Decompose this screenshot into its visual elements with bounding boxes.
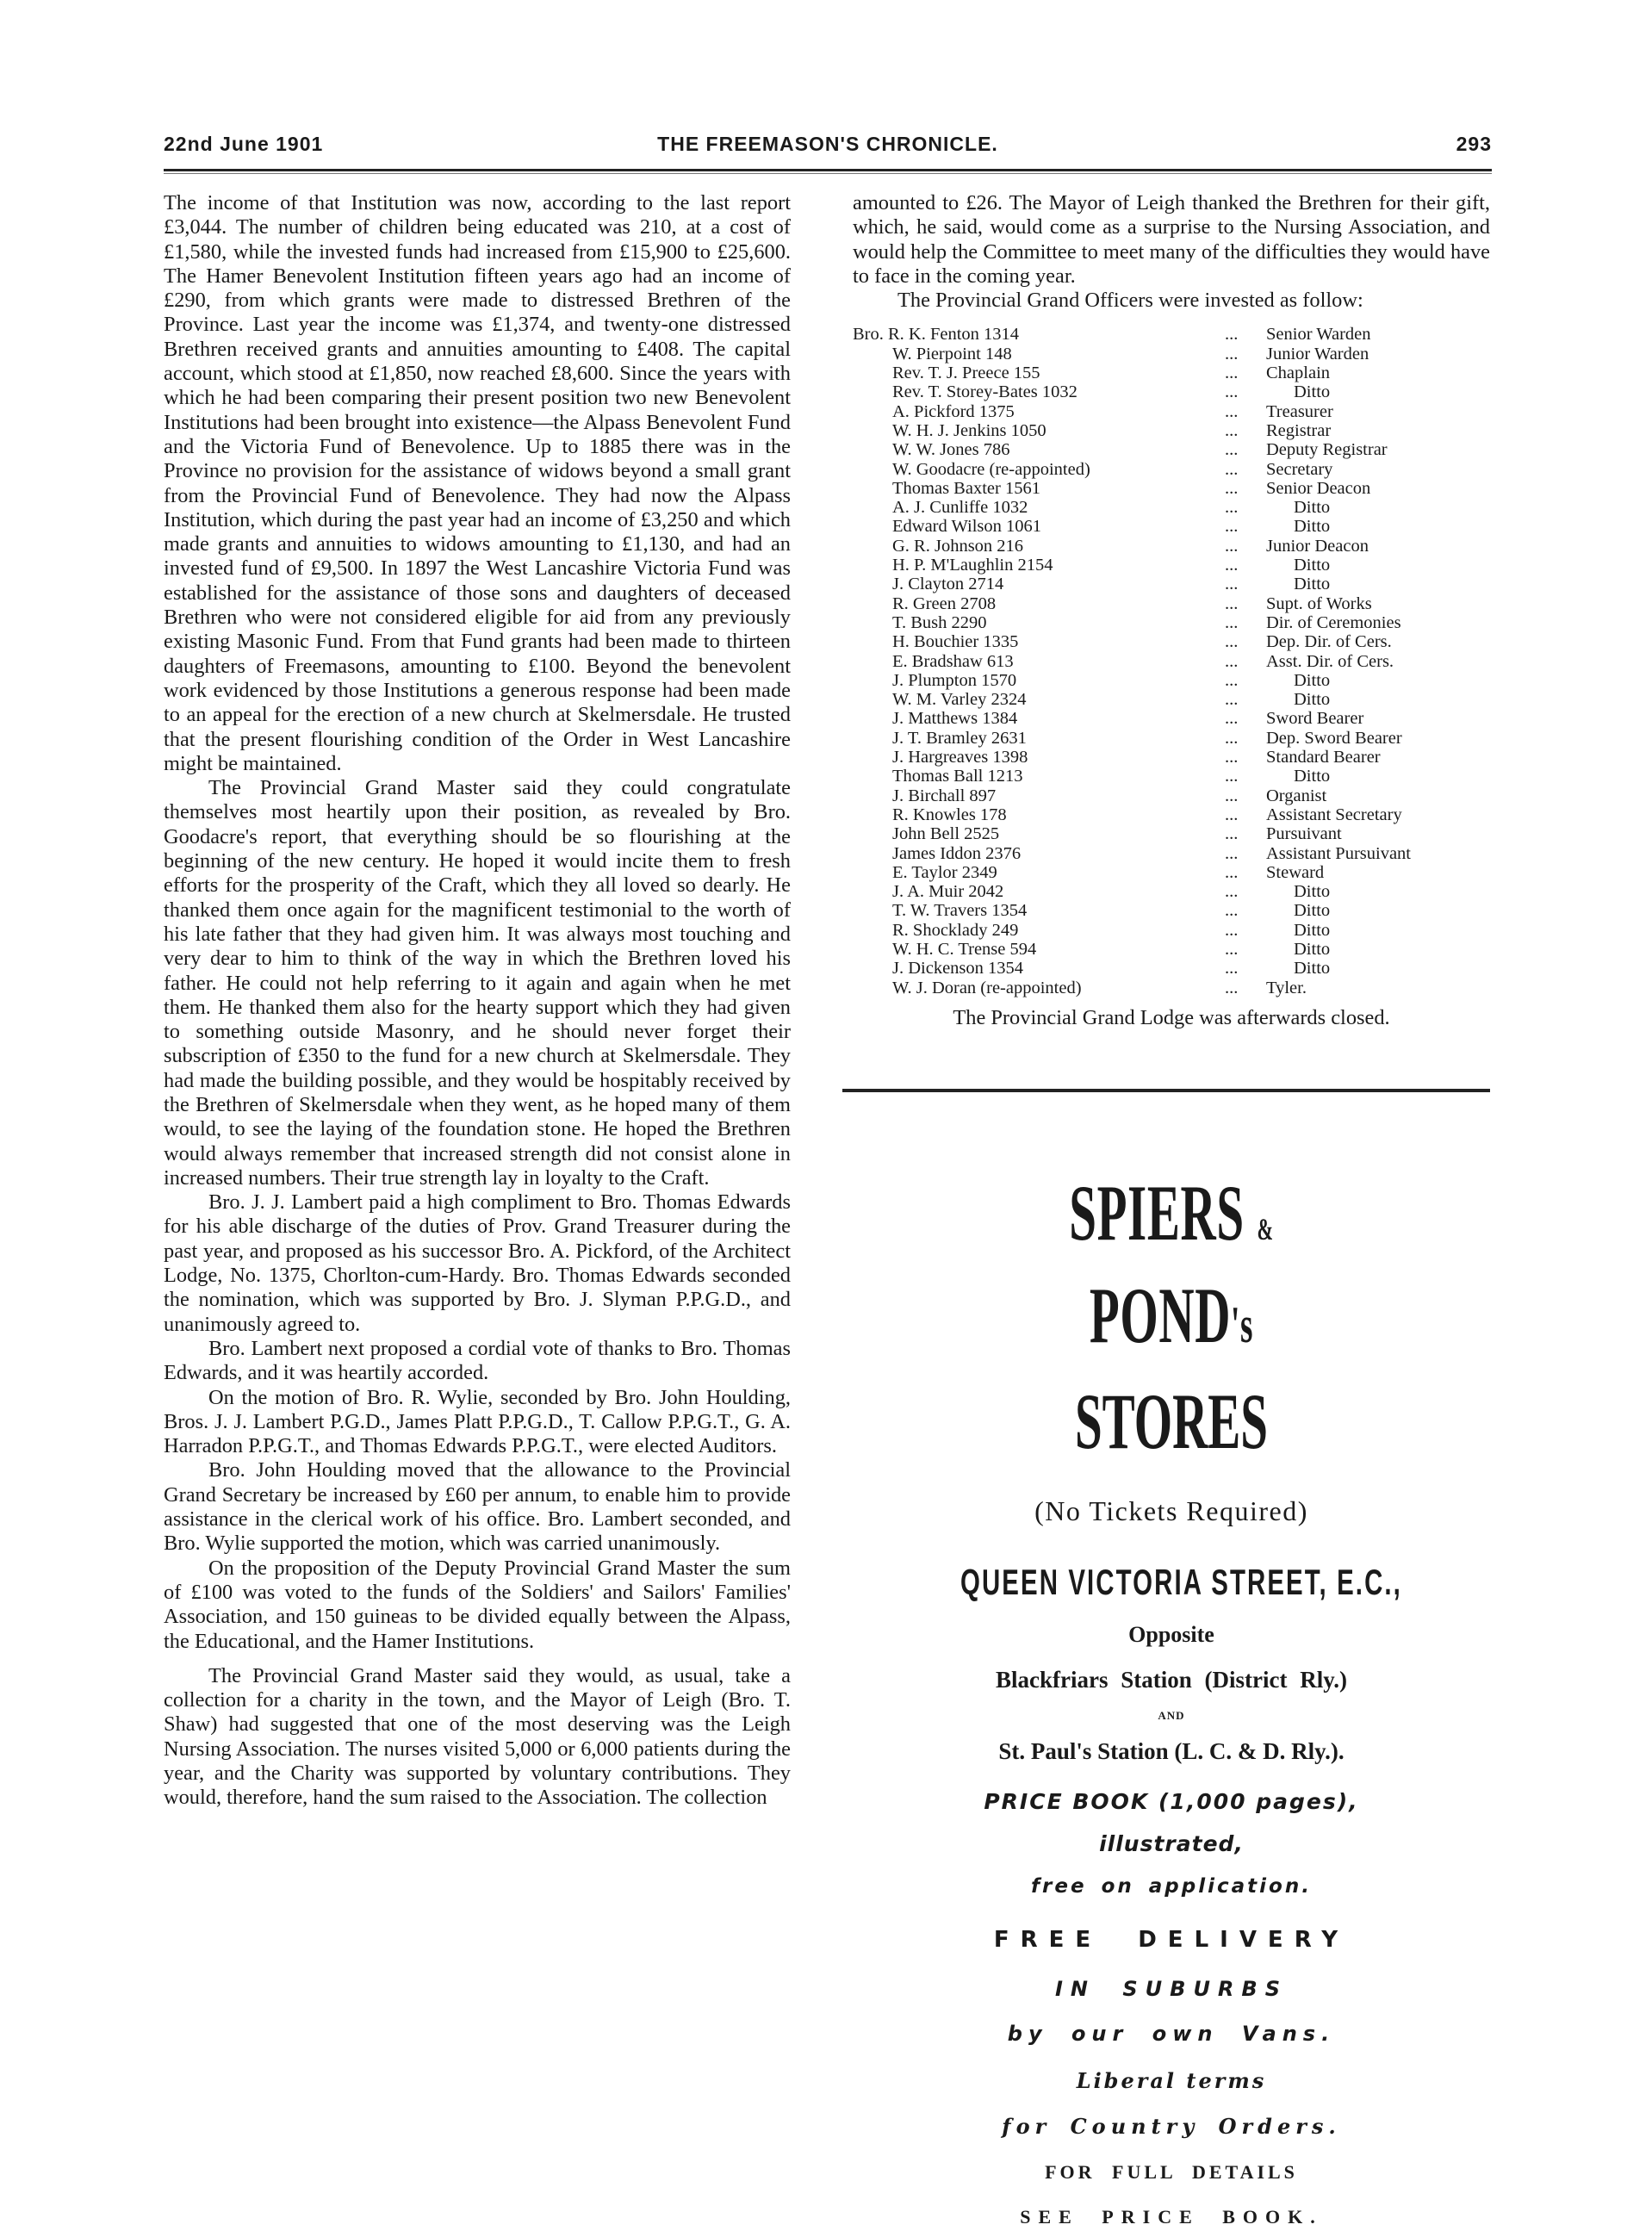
leader-dots: ...: [1225, 805, 1239, 824]
officer-name: A. Pickford 1375: [892, 401, 1015, 421]
officer-name: James Iddon 2376: [892, 843, 1022, 863]
leader-dots: ...: [1225, 786, 1239, 805]
officer-row: [853, 440, 1490, 459]
officer-office: Chaplain: [1266, 364, 1331, 383]
leader-dots: ...: [1225, 440, 1239, 460]
officer-name: R. Knowles 178: [892, 805, 1007, 824]
masthead-rule: [164, 169, 1492, 171]
officer-name: W. W. Jones 786: [892, 440, 1010, 460]
leader-dots: ...: [1225, 517, 1239, 537]
leader-dots: ...: [1225, 728, 1239, 748]
officer-name: R. Shocklady 249: [892, 920, 1019, 940]
officer-name: Rev. T. Storey-Bates 1032: [892, 382, 1078, 402]
leader-dots: ...: [1225, 978, 1239, 997]
officer-row: [853, 844, 1490, 863]
officer-row: [853, 345, 1490, 364]
right-column: [853, 191, 1490, 1030]
officer-row: [853, 402, 1490, 421]
article-paragraph: Bro. Lambert next proposed a cordial vote of thanks to Bro. Thomas Edwards, and it was heartily accorded.: [164, 1336, 791, 1385]
officer-name: J. Hargreaves 1398: [892, 748, 1028, 767]
officer-office: Deputy Registrar: [1266, 440, 1388, 460]
officer-office: Ditto: [1294, 670, 1331, 690]
leader-dots: ...: [1225, 767, 1239, 786]
leader-dots: ...: [1225, 632, 1239, 652]
leader-dots: ...: [1225, 824, 1239, 844]
officer-row: [853, 632, 1490, 651]
officer-name: H. Bouchier 1335: [892, 632, 1019, 652]
leader-dots: ...: [1225, 939, 1239, 959]
officer-row: [853, 594, 1490, 613]
article-paragraph: Bro. J. J. Lambert paid a high compliment to Bro. Thomas Edwards for his able discharge of the duties of Prov. Grand Treasurer during the past year, and proposed as his successor Bro. A. Pickford, of the Architect Lodge, No. 1375, Chorlton-cum-Hardy. Bro. Thomas Edwards seconded the nomination, which was supported by Bro. J. Slyman P.P.G.D., and unanimously agreed to.: [164, 1190, 791, 1336]
officer-name: Bro. R. K. Fenton 1314: [853, 325, 1020, 345]
officer-office: Ditto: [1294, 517, 1331, 537]
issue-date: 22nd June 1901: [164, 133, 324, 155]
ad-brand-ampersand: &: [1257, 1212, 1274, 1246]
officer-row: [853, 709, 1490, 728]
officer-row: [853, 901, 1490, 920]
section-divider-rule: [842, 1089, 1490, 1092]
article-continuation: amounted to £26. The Mayor of Leigh thanked the Brethren for their gift, which, he said, would come as a surprise to the Nursing Association, and would help the Committee to meet many of the difficulties they would have to face in the coming year.: [853, 191, 1490, 288]
leader-dots: ...: [1225, 420, 1239, 440]
officer-row: [853, 940, 1490, 959]
officer-name: Thomas Baxter 1561: [892, 478, 1040, 498]
leader-dots: ...: [1225, 593, 1239, 613]
leader-dots: ...: [1225, 709, 1239, 729]
officer-row: [853, 671, 1490, 690]
leader-dots: ...: [1225, 364, 1239, 383]
article-paragraph: The income of that Institution was now, according to the last report £3,044. The number of children being educated was 210, at a cost of £1,580, while the invested funds had increased from £15,900 to £25,600. The Hamer Benevolent Institution fifteen years ago had an income of £290, from which grants were made to distressed Brethren of the Province. Last year the income was £1,374, and twenty-one distressed Brethren received grants and annuities amounting to £408. The capital account, which stood at £1,850, now reached £8,600. Since the years with which he had been comparing their present position two new Benevolent Institutions had been brought into existence—the Alpass Benevolent Fund and the Victoria Fund of Benevolence. Up to 1885 there was in the Province no provision for the assistance of widows beyond a small grant from the Provincial Fund of Benevolence. They had now the Alpass Institution, which during the past year had an income of £3,250 and which made grants and annuities to widows amounting to £1,130, and had an invested fund of £9,500. In 1897 the West Lancashire Victoria Fund was established for the assistance of those sons and daughters of deceased Brethren who were not considered eligible for aid from any previously existing Masonic Fund. From that Fund grants had been made to thirteen daughters of Freemasons, amounting to £100. Beyond the benevolent work evidenced by those Institutions a generous response had been made to an appeal for the erection of a new church at Skelmersdale. He trusted that the present flourishing condition of the Order in West Lancashire might be maintained.: [164, 191, 791, 775]
officer-row: [853, 498, 1490, 517]
ad-brand-part1: SPIERS: [1069, 1169, 1245, 1257]
officer-row: [853, 537, 1490, 556]
officer-row: [853, 325, 1490, 344]
officer-name: T. Bush 2290: [892, 612, 987, 632]
officer-row: [853, 364, 1490, 382]
officer-row: [853, 421, 1490, 440]
officer-office: Supt. of Works: [1266, 593, 1372, 613]
officer-office: Steward: [1266, 862, 1325, 882]
officer-office: Registrar: [1266, 420, 1332, 440]
leader-dots: ...: [1225, 901, 1239, 921]
officer-name: W. H. J. Jenkins 1050: [892, 420, 1046, 440]
ad-brand-part2: POND: [1089, 1271, 1232, 1359]
officer-name: H. P. M'Laughlin 2154: [892, 556, 1053, 575]
officer-office: Sword Bearer: [1266, 709, 1364, 729]
officer-office: Junior Warden: [1266, 344, 1369, 364]
officer-office: Ditto: [1294, 690, 1331, 710]
leader-dots: ...: [1225, 651, 1239, 671]
ad-station-blackfriars: Blackfriars Station (District Rly.): [996, 1667, 1347, 1693]
masthead: [164, 129, 1492, 160]
ad-stores-headline: STORES: [1074, 1377, 1269, 1465]
officer-name: Rev. T. J. Preece 155: [892, 364, 1040, 383]
ad-and: AND: [1158, 1709, 1185, 1722]
officer-office: Senior Warden: [1266, 325, 1371, 345]
officer-name: W. J. Doran (re-appointed): [892, 978, 1082, 997]
officer-office: Ditto: [1294, 767, 1331, 786]
leader-dots: ...: [1225, 478, 1239, 498]
officer-row: [853, 979, 1490, 997]
officer-office: Ditto: [1294, 575, 1331, 594]
spiers-pond-advertisement: [870, 1154, 1473, 2228]
officer-office: Ditto: [1294, 959, 1331, 979]
officer-name: Thomas Ball 1213: [892, 767, 1023, 786]
officer-row: [853, 382, 1490, 401]
ad-no-tickets: (No Tickets Required): [1034, 1495, 1308, 1526]
officer-name: W. Pierpoint 148: [892, 344, 1012, 364]
publication-title: THE FREEMASON'S CHRONICLE.: [657, 133, 998, 155]
leader-dots: ...: [1225, 862, 1239, 882]
leader-dots: ...: [1225, 959, 1239, 979]
leader-dots: ...: [1225, 612, 1239, 632]
leader-dots: ...: [1225, 382, 1239, 402]
officer-name: E. Taylor 2349: [892, 862, 997, 882]
officer-row: [853, 767, 1490, 786]
ad-country-orders: for Country Orders.: [1002, 2114, 1341, 2139]
ad-street-address: QUEEN VICTORIA STREET, E.C.,: [960, 1562, 1402, 1602]
officer-name: J. A. Muir 2042: [892, 882, 1004, 902]
officer-row: [853, 460, 1490, 479]
leader-dots: ...: [1225, 920, 1239, 940]
article-paragraph: The Provincial Grand Master said they could congratulate themselves most heartily upon their position, as revealed by Bro. Goodacre's report, that everything should be so flourishing at the beginning of the new century. He hoped it would incite them to fresh efforts for the prosperity of the Craft, which they all loved so dearly. He thanked them once again for the magnificent testimonial to the worth of his late father that they had given him. It was always most touching and very dear to him to think of the way in which the Brethren loved his father. He could not help referring to it again and again when he met them. He thanked them also for the hearty support which they had given to something outside Masonry, and he should never forget their subscription of £350 to the fund for a new church at Skelmersdale. They had made the building possible, and they would be hospitably received by the Brethren of Skelmersdale when they went, as he hoped many of them would, to see the laying of the foundation stone. He hoped the Brethren would always remember that increased strength did not consist alone in increased numbers. Their true strength lay in loyalty to the Craft.: [164, 776, 791, 1190]
officer-row: [853, 748, 1490, 767]
officer-office: Junior Deacon: [1266, 536, 1369, 556]
officer-office: Senior Deacon: [1266, 478, 1371, 498]
officer-name: W. Goodacre (re-appointed): [892, 459, 1090, 479]
leader-dots: ...: [1225, 536, 1239, 556]
officer-office: Ditto: [1294, 939, 1331, 959]
closing-sentence: The Provincial Grand Lodge was afterwards closed.: [953, 1005, 1390, 1029]
officer-row: [853, 690, 1490, 709]
ad-price-book: PRICE BOOK (1,000 pages),: [984, 1789, 1359, 1814]
masthead-rule-thin: [164, 173, 1492, 174]
officer-name: W. H. C. Trense 594: [892, 939, 1037, 959]
officer-row: [853, 921, 1490, 940]
officer-name: G. R. Johnson 216: [892, 536, 1024, 556]
officer-office: Ditto: [1294, 920, 1331, 940]
leader-dots: ...: [1225, 690, 1239, 710]
article-paragraph: On the motion of Bro. R. Wylie, seconded by Bro. John Houlding, Bros. J. J. Lambert P.G.D., James Platt P.P.G.D., T. Callow P.P.G.T., G. A. Harradon P.P.G.T., and Thomas Edwards P.P.G.T., were elected Auditors.: [164, 1385, 791, 1458]
page-number: 293: [1456, 133, 1492, 155]
officer-name: J. Clayton 2714: [892, 575, 1004, 594]
officer-row: [853, 556, 1490, 575]
leader-dots: ...: [1225, 401, 1239, 421]
officer-office: Dir. of Ceremonies: [1266, 612, 1401, 632]
officers-list: [853, 325, 1490, 997]
leader-dots: ...: [1225, 670, 1239, 690]
officer-office: Dep. Dir. of Cers.: [1266, 632, 1392, 652]
officer-office: Dep. Sword Bearer: [1266, 728, 1402, 748]
officer-row: [853, 882, 1490, 901]
officer-name: W. M. Varley 2324: [892, 690, 1027, 710]
officer-row: [853, 824, 1490, 843]
officer-office: Treasurer: [1266, 401, 1333, 421]
officer-office: Organist: [1266, 786, 1327, 805]
officer-office: Ditto: [1294, 498, 1331, 518]
leader-dots: ...: [1225, 575, 1239, 594]
officer-office: Secretary: [1266, 459, 1333, 479]
officer-row: [853, 786, 1490, 805]
leader-dots: ...: [1225, 556, 1239, 575]
officer-office: Pursuivant: [1266, 824, 1342, 844]
officer-name: Edward Wilson 1061: [892, 517, 1042, 537]
officer-row: [853, 652, 1490, 671]
officer-row: [853, 959, 1490, 978]
ad-see-price-book: SEE PRICE BOOK.: [1020, 2206, 1323, 2228]
officer-name: J. Dickenson 1354: [892, 959, 1024, 979]
ad-station-st-pauls: St. Paul's Station (L. C. & D. Rly.).: [998, 1738, 1345, 1764]
officer-row: [853, 517, 1490, 536]
ad-full-details: FOR FULL DETAILS: [1045, 2161, 1298, 2183]
officer-name: J. Birchall 897: [892, 786, 997, 805]
officer-name: R. Green 2708: [892, 593, 997, 613]
officer-name: John Bell 2525: [892, 824, 1000, 844]
officer-row: [853, 479, 1490, 498]
leader-dots: ...: [1225, 344, 1239, 364]
ad-illustrated: illustrated,: [1099, 1831, 1244, 1856]
ad-free-delivery: FREE DELIVERY: [993, 1927, 1350, 1953]
leader-dots: ...: [1225, 459, 1239, 479]
officer-name: T. W. Travers 1354: [892, 901, 1028, 921]
officer-office: Asst. Dir. of Cers.: [1266, 651, 1394, 671]
ad-in-suburbs: IN SUBURBS: [1055, 1977, 1288, 2001]
officer-name: E. Bradshaw 613: [892, 651, 1014, 671]
officer-row: [853, 729, 1490, 748]
officer-office: Assistant Pursuivant: [1266, 843, 1411, 863]
officer-office: Ditto: [1294, 382, 1331, 402]
officer-row: [853, 805, 1490, 824]
ad-opposite: Opposite: [1128, 1622, 1214, 1647]
officer-name: A. J. Cunliffe 1032: [892, 498, 1028, 518]
officer-office: Standard Bearer: [1266, 748, 1381, 767]
left-column: [164, 191, 791, 1811]
ad-own-vans: by our own Vans.: [1007, 2022, 1336, 2046]
ad-brand-headline: [984, 1170, 1358, 1368]
ad-brand-suffix: 's: [1231, 1296, 1254, 1353]
leader-dots: ...: [1225, 325, 1239, 345]
officer-name: J. Matthews 1384: [892, 709, 1018, 729]
article-paragraph: The Provincial Grand Master said they would, as usual, take a collection for a charity in the town, and the Mayor of Leigh (Bro. T. Shaw) had suggested that one of the most deserving was the Leigh Nursing Association. The nurses visited 5,000 or 6,000 patients during the year, and the Charity was supported by voluntary contributions. They would, therefore, hand the sum raised to the Association. The collection: [164, 1663, 791, 1810]
officer-office: Ditto: [1294, 901, 1331, 921]
officer-row: [853, 575, 1490, 593]
officer-office: Ditto: [1294, 556, 1331, 575]
ad-free-on-application: free on application.: [1031, 1875, 1312, 1898]
officers-intro: The Provincial Grand Officers were invested as follow:: [897, 289, 1363, 313]
officer-office: Tyler.: [1266, 978, 1307, 997]
officer-name: J. Plumpton 1570: [892, 670, 1017, 690]
officer-office: Ditto: [1294, 882, 1331, 902]
leader-dots: ...: [1225, 882, 1239, 902]
article-paragraph: On the proposition of the Deputy Provincial Grand Master the sum of £100 was voted to the funds of the Soldiers' and Sailors' Families' Association, and 150 guineas to be divided equally between the Alpass, the Educational, and the Hamer Institutions.: [164, 1556, 791, 1653]
officer-row: [853, 613, 1490, 632]
ad-liberal-terms: Liberal terms: [1076, 2068, 1267, 2093]
leader-dots: ...: [1225, 843, 1239, 863]
leader-dots: ...: [1225, 748, 1239, 767]
officer-office: Assistant Secretary: [1266, 805, 1402, 824]
officer-name: J. T. Bramley 2631: [892, 728, 1027, 748]
leader-dots: ...: [1225, 498, 1239, 518]
article-paragraph: Bro. John Houlding moved that the allowance to the Provincial Grand Secretary be increased by £60 per annum, to enable him to provide assistance in the clerical work of his office. Bro. Lambert seconded, and Bro. Wylie supported the motion, which was carried unanimously.: [164, 1458, 791, 1556]
officer-row: [853, 863, 1490, 882]
